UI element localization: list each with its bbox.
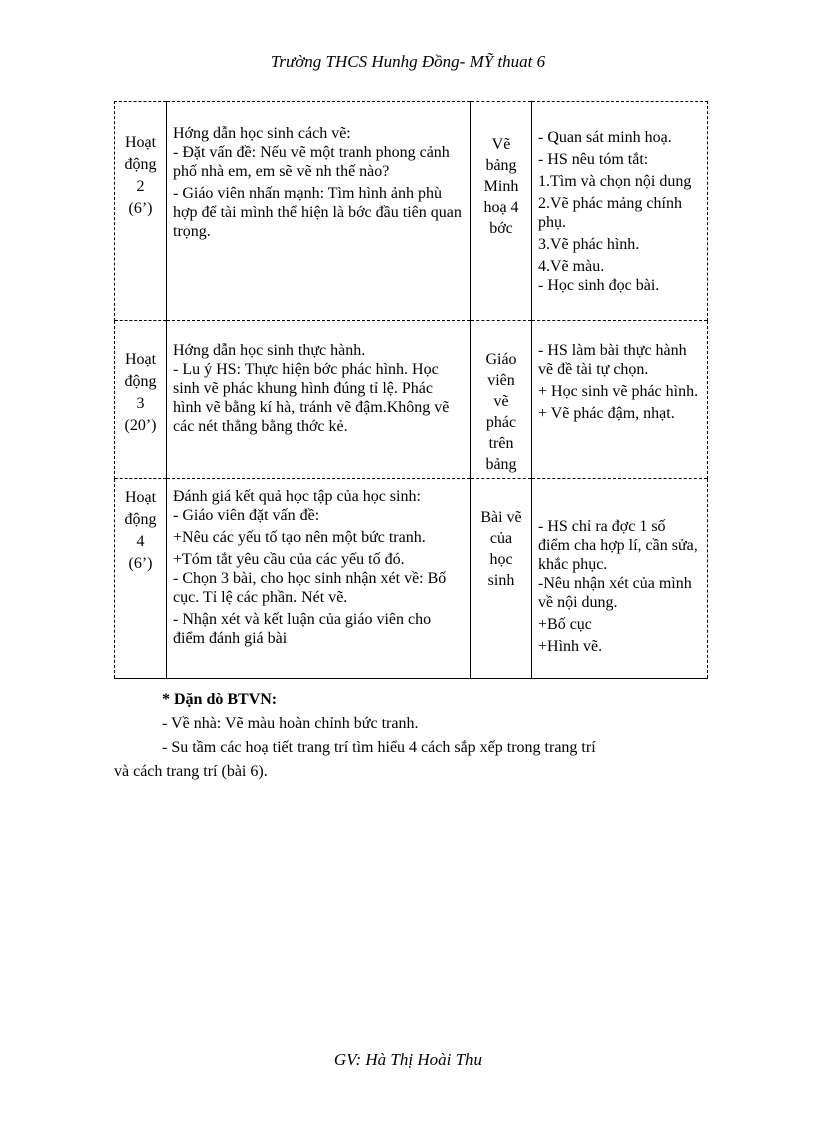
tools-line: trên (488, 435, 514, 452)
student-item: + Học sinh vẽ phác hình. (538, 383, 699, 400)
student-item: - HS làm bài thực hành vẽ đề tài tự chọn. (538, 342, 687, 378)
student-item: - HS chỉ ra đợc 1 số điểm cha hợp lí, cần sửa, khắc phục. (538, 518, 698, 573)
student-item: -Nêu nhận xét của mình về nội dung. (538, 575, 692, 611)
content-cell (167, 102, 471, 321)
tools-line: Bài vẽ (480, 509, 522, 526)
student-item: + Vẽ phác đậm, nhạt. (538, 405, 675, 422)
tools-line: Minh (483, 178, 519, 195)
tools-line: Giáo (485, 351, 517, 368)
student-item: - Quan sát minh hoạ. (538, 129, 672, 146)
tools-line: hoạ 4 (483, 199, 519, 216)
content-item: +Nêu các yếu tố tạo nên một bức tranh. (173, 529, 426, 546)
table-row (115, 479, 708, 679)
student-item: 4.Vẽ màu. (538, 258, 605, 275)
activity-label: Hoạt (124, 351, 157, 368)
student-item: - Học sinh đọc bài. (538, 277, 660, 294)
content-item: - Giáo viên đặt vấn đề: (173, 507, 320, 524)
activity-duration: (6’) (128, 555, 153, 572)
student-item: 2.Vẽ phác mảng chính phụ. (538, 195, 682, 231)
table-row (115, 321, 708, 479)
tools-line: bảng (485, 456, 517, 473)
homework-line: - Su tầm các hoạ tiết trang trí tìm hiểu 4 cách sắp xếp trong trang trí (162, 739, 596, 756)
tools-line: học (489, 551, 513, 568)
tools-line: viên (487, 372, 515, 389)
homework-line: và cách trang trí (bài 6). (114, 763, 268, 780)
homework-title: * Dặn dò BTVN: (162, 691, 278, 708)
table-row (115, 102, 708, 321)
activity-number: 4 (136, 533, 145, 550)
homework-line: - Về nhà: Vẽ màu hoàn chỉnh bức tranh. (162, 715, 419, 732)
tools-line: của (489, 530, 513, 547)
activity-duration: (6’) (128, 200, 153, 217)
student-item: 3.Vẽ phác hình. (538, 236, 640, 253)
content-item: - Đặt vấn đề: Nếu vẽ một tranh phong cảnh phố nhà em, em sẽ vẽ nh thế nào? (173, 144, 450, 180)
student-item: +Hình vẽ. (538, 638, 603, 655)
tools-cell (471, 321, 532, 479)
student-cell (532, 321, 708, 479)
content-item: - Nhận xét và kết luận của giáo viên cho điểm đánh giá bài (173, 611, 432, 647)
content-heading: Đánh giá kết quả học tập của học sinh: (173, 488, 421, 505)
tools-line: bảng (485, 157, 517, 174)
content-item: +Tóm tắt yêu cầu của các yếu tố đó. (173, 551, 405, 568)
tools-line: phác (485, 414, 517, 431)
tools-line: sinh (487, 572, 515, 589)
page-footer: GV: Hà Thị Hoài Thu (333, 1050, 483, 1069)
content-cell (167, 321, 471, 479)
activity-label: Hoạt (124, 489, 157, 506)
activity-number: 2 (136, 178, 145, 195)
activity-cell (115, 102, 167, 321)
tools-line: vẽ (493, 393, 509, 410)
student-item: - HS nêu tóm tắt: (538, 151, 649, 168)
activity-label: động (124, 373, 157, 390)
homework-section (114, 688, 714, 784)
student-item: +Bố cục (538, 616, 592, 633)
activity-label: động (124, 156, 157, 173)
activity-duration: (20’) (124, 417, 157, 434)
content-item: - Giáo viên nhấn mạnh: Tìm hình ảnh phù hợp để tài mình thể hiện là bớc đầu tiên quan trọng. (173, 185, 462, 240)
tools-cell (471, 102, 532, 321)
content-item: - Lu ý HS: Thực hiện bớc phác hình. Học sinh vẽ phác khung hình đúng tỉ lệ. Phác hình vẽ bằng kí hà, tránh vẽ đậm.Không vẽ các nét thẳng bằng thớc kẻ. (173, 361, 450, 435)
activity-cell (115, 321, 167, 479)
tools-line: bớc (489, 220, 513, 237)
activity-label: động (124, 511, 157, 528)
student-item: 1.Tìm và chọn nội dung (538, 173, 692, 190)
page-header: Trường THCS Hunhg Đồng- MỸ thuat 6 (270, 52, 546, 71)
content-cell (167, 479, 471, 679)
content-item: - Chọn 3 bài, cho học sinh nhận xét về: Bố cục. Tỉ lệ các phần. Nét vẽ. (173, 570, 447, 606)
tools-line: Vẽ (491, 136, 511, 153)
content-heading: Hớng dẫn học sinh cách vẽ: (173, 125, 351, 142)
activity-label: Hoạt (124, 134, 157, 151)
content-heading: Hớng dẫn học sinh thực hành. (173, 342, 366, 359)
student-cell (532, 102, 708, 321)
activity-number: 3 (136, 395, 145, 412)
activity-cell (115, 479, 167, 679)
tools-cell (471, 479, 532, 679)
student-cell (532, 479, 708, 679)
lesson-table (114, 101, 708, 679)
